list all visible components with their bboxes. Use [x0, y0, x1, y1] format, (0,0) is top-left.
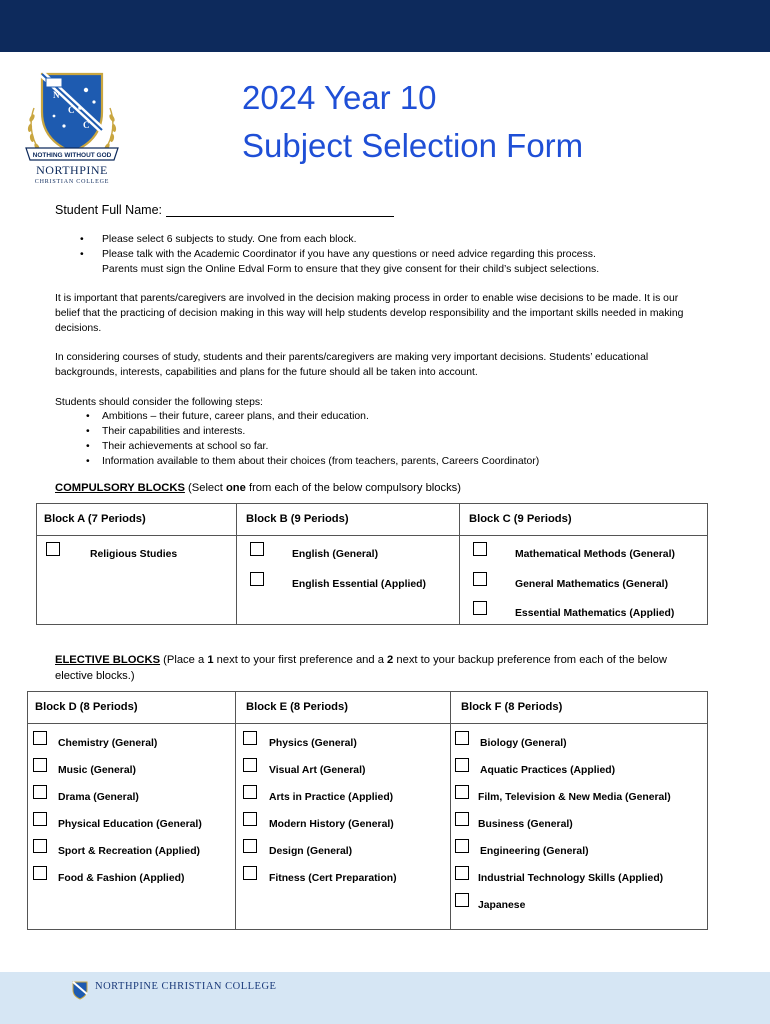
block-a-header: Block A (7 Periods) [44, 513, 146, 525]
subject-label: Mathematical Methods (General) [515, 549, 675, 560]
paragraph-steps-intro: Students should consider the following steps: [55, 397, 263, 408]
subject-label: Film, Television & New Media (General) [478, 792, 671, 803]
arts-in-practice-checkbox[interactable] [243, 785, 257, 799]
english-general-checkbox[interactable] [250, 542, 264, 556]
physics-checkbox[interactable] [243, 731, 257, 745]
svg-text:N: N [53, 90, 60, 100]
subject-label: Religious Studies [90, 549, 178, 560]
subject-label: General Mathematics (General) [515, 579, 669, 590]
column-divider [236, 504, 237, 624]
footer-school-name: NORTHPINE CHRISTIAN COLLEGE [95, 981, 277, 992]
subject-label: Music (General) [58, 765, 136, 776]
subject-label: Business (General) [478, 819, 573, 830]
religious-studies-checkbox[interactable] [46, 542, 60, 556]
fitness-checkbox[interactable] [243, 866, 257, 880]
column-divider [450, 692, 451, 929]
elective-title: ELECTIVE BLOCKS [55, 654, 161, 666]
paragraph-considerations: In considering courses of study, students and their parents/caregivers are making very important decisions. Students’ educational backgrounds, interests, capabilities and plans for the future should all be taken into account. [55, 352, 649, 378]
subject-label: Physical Education (General) [58, 819, 202, 830]
subject-label: Industrial Technology Skills (Applied) [478, 873, 664, 884]
subject-label: Food & Fashion (Applied) [58, 873, 185, 884]
visual-art-checkbox[interactable] [243, 758, 257, 772]
instruction-item: • Please talk with the Academic Coordinator if you have any questions or need advice regarding this process. Parents must sign the Online Edval Form to ensure that they give consent for their child’s subject selections. [80, 247, 700, 277]
sport-recreation-checkbox[interactable] [33, 839, 47, 853]
subject-label: Drama (General) [58, 792, 139, 803]
engineering-checkbox[interactable] [455, 839, 469, 853]
physical-education-checkbox[interactable] [33, 812, 47, 826]
step-item: • Their capabilities and interests. [80, 424, 700, 439]
math-methods-checkbox[interactable] [473, 542, 487, 556]
student-name-line[interactable] [166, 204, 394, 217]
food-fashion-checkbox[interactable] [33, 866, 47, 880]
instruction-list [80, 232, 700, 277]
japanese-checkbox[interactable] [455, 893, 469, 907]
paragraph-parent-involvement: It is important that parents/caregivers are involved in the decision making process in order to enable wise decisions to be made. It is our belief that the practicing of decision making in this way will help students develop responsibility and the important skills needed in making decisions. [55, 293, 684, 334]
subject-label: Essential Mathematics (Applied) [515, 608, 675, 619]
biology-checkbox[interactable] [455, 731, 469, 745]
footer-crest-icon [70, 980, 90, 1000]
english-essential-checkbox[interactable] [250, 572, 264, 586]
column-divider [459, 504, 460, 624]
svg-text:C: C [68, 105, 75, 115]
film-tv-media-checkbox[interactable] [455, 785, 469, 799]
block-b-header: Block B (9 Periods) [246, 513, 349, 525]
modern-history-checkbox[interactable] [243, 812, 257, 826]
svg-text:NOTHING WITHOUT GOD: NOTHING WITHOUT GOD [32, 152, 112, 159]
elective-blocks-table [27, 691, 708, 930]
step-item: • Ambitions – their future, career plans, and their education. [80, 409, 700, 424]
subject-label: Design (General) [269, 846, 353, 857]
crest-name-line2: CHRISTIAN COLLEGE [34, 179, 110, 185]
subject-label: Modern History (General) [269, 819, 394, 830]
student-name-label: Student Full Name: [55, 203, 162, 217]
industrial-technology-checkbox[interactable] [455, 866, 469, 880]
compulsory-title: COMPULSORY BLOCKS [55, 482, 185, 494]
subject-label: Physics (General) [269, 738, 357, 749]
subject-label: Biology (General) [480, 738, 567, 749]
elective-heading: ELECTIVE BLOCKS (Place a 1 next to your first preference and a 2 next to your backup preference from each of the below elective blocks.) [55, 654, 667, 682]
page-footer [0, 972, 770, 1024]
subject-label: Aquatic Practices (Applied) [480, 765, 616, 776]
subject-label: Japanese [478, 900, 526, 911]
subject-label: Sport & Recreation (Applied) [58, 846, 201, 857]
chemistry-checkbox[interactable] [33, 731, 47, 745]
subject-label: Engineering (General) [480, 846, 589, 857]
subject-label: English Essential (Applied) [292, 579, 426, 590]
page-title [242, 74, 583, 170]
block-e-header: Block E (8 Periods) [246, 701, 348, 713]
title-line-1: 2024 Year 10 [242, 79, 437, 116]
general-math-checkbox[interactable] [473, 572, 487, 586]
drama-checkbox[interactable] [33, 785, 47, 799]
column-divider [235, 692, 236, 929]
crest-name-line1: NORTHPINE [36, 163, 108, 177]
block-c-header: Block C (9 Periods) [469, 513, 572, 525]
step-item: • Information available to them about their choices (from teachers, parents, Careers Coordinator) [80, 454, 700, 469]
step-item: • Their achievements at school so far. [80, 439, 700, 454]
compulsory-blocks-table [36, 503, 708, 625]
business-checkbox[interactable] [455, 812, 469, 826]
svg-text:C: C [83, 120, 90, 130]
block-d-header: Block D (8 Periods) [35, 701, 138, 713]
subject-label: Arts in Practice (Applied) [269, 792, 394, 803]
title-line-2: Subject Selection Form [242, 127, 584, 164]
block-f-header: Block F (8 Periods) [461, 701, 563, 713]
subject-label: Chemistry (General) [58, 738, 158, 749]
crest-school-name [20, 163, 124, 185]
aquatic-practices-checkbox[interactable] [455, 758, 469, 772]
essential-math-checkbox[interactable] [473, 601, 487, 615]
subject-label: Visual Art (General) [269, 765, 366, 776]
steps-list [80, 409, 700, 469]
compulsory-heading: COMPULSORY BLOCKS (Select one from each of the below compulsory blocks) [55, 482, 462, 494]
subject-label: Fitness (Cert Preparation) [269, 873, 397, 884]
design-checkbox[interactable] [243, 839, 257, 853]
student-name-field [55, 203, 394, 217]
music-checkbox[interactable] [33, 758, 47, 772]
top-banner [0, 0, 770, 52]
instruction-item: • Please select 6 subjects to study. One from each block. [80, 232, 700, 247]
subject-label: English (General) [292, 549, 379, 560]
